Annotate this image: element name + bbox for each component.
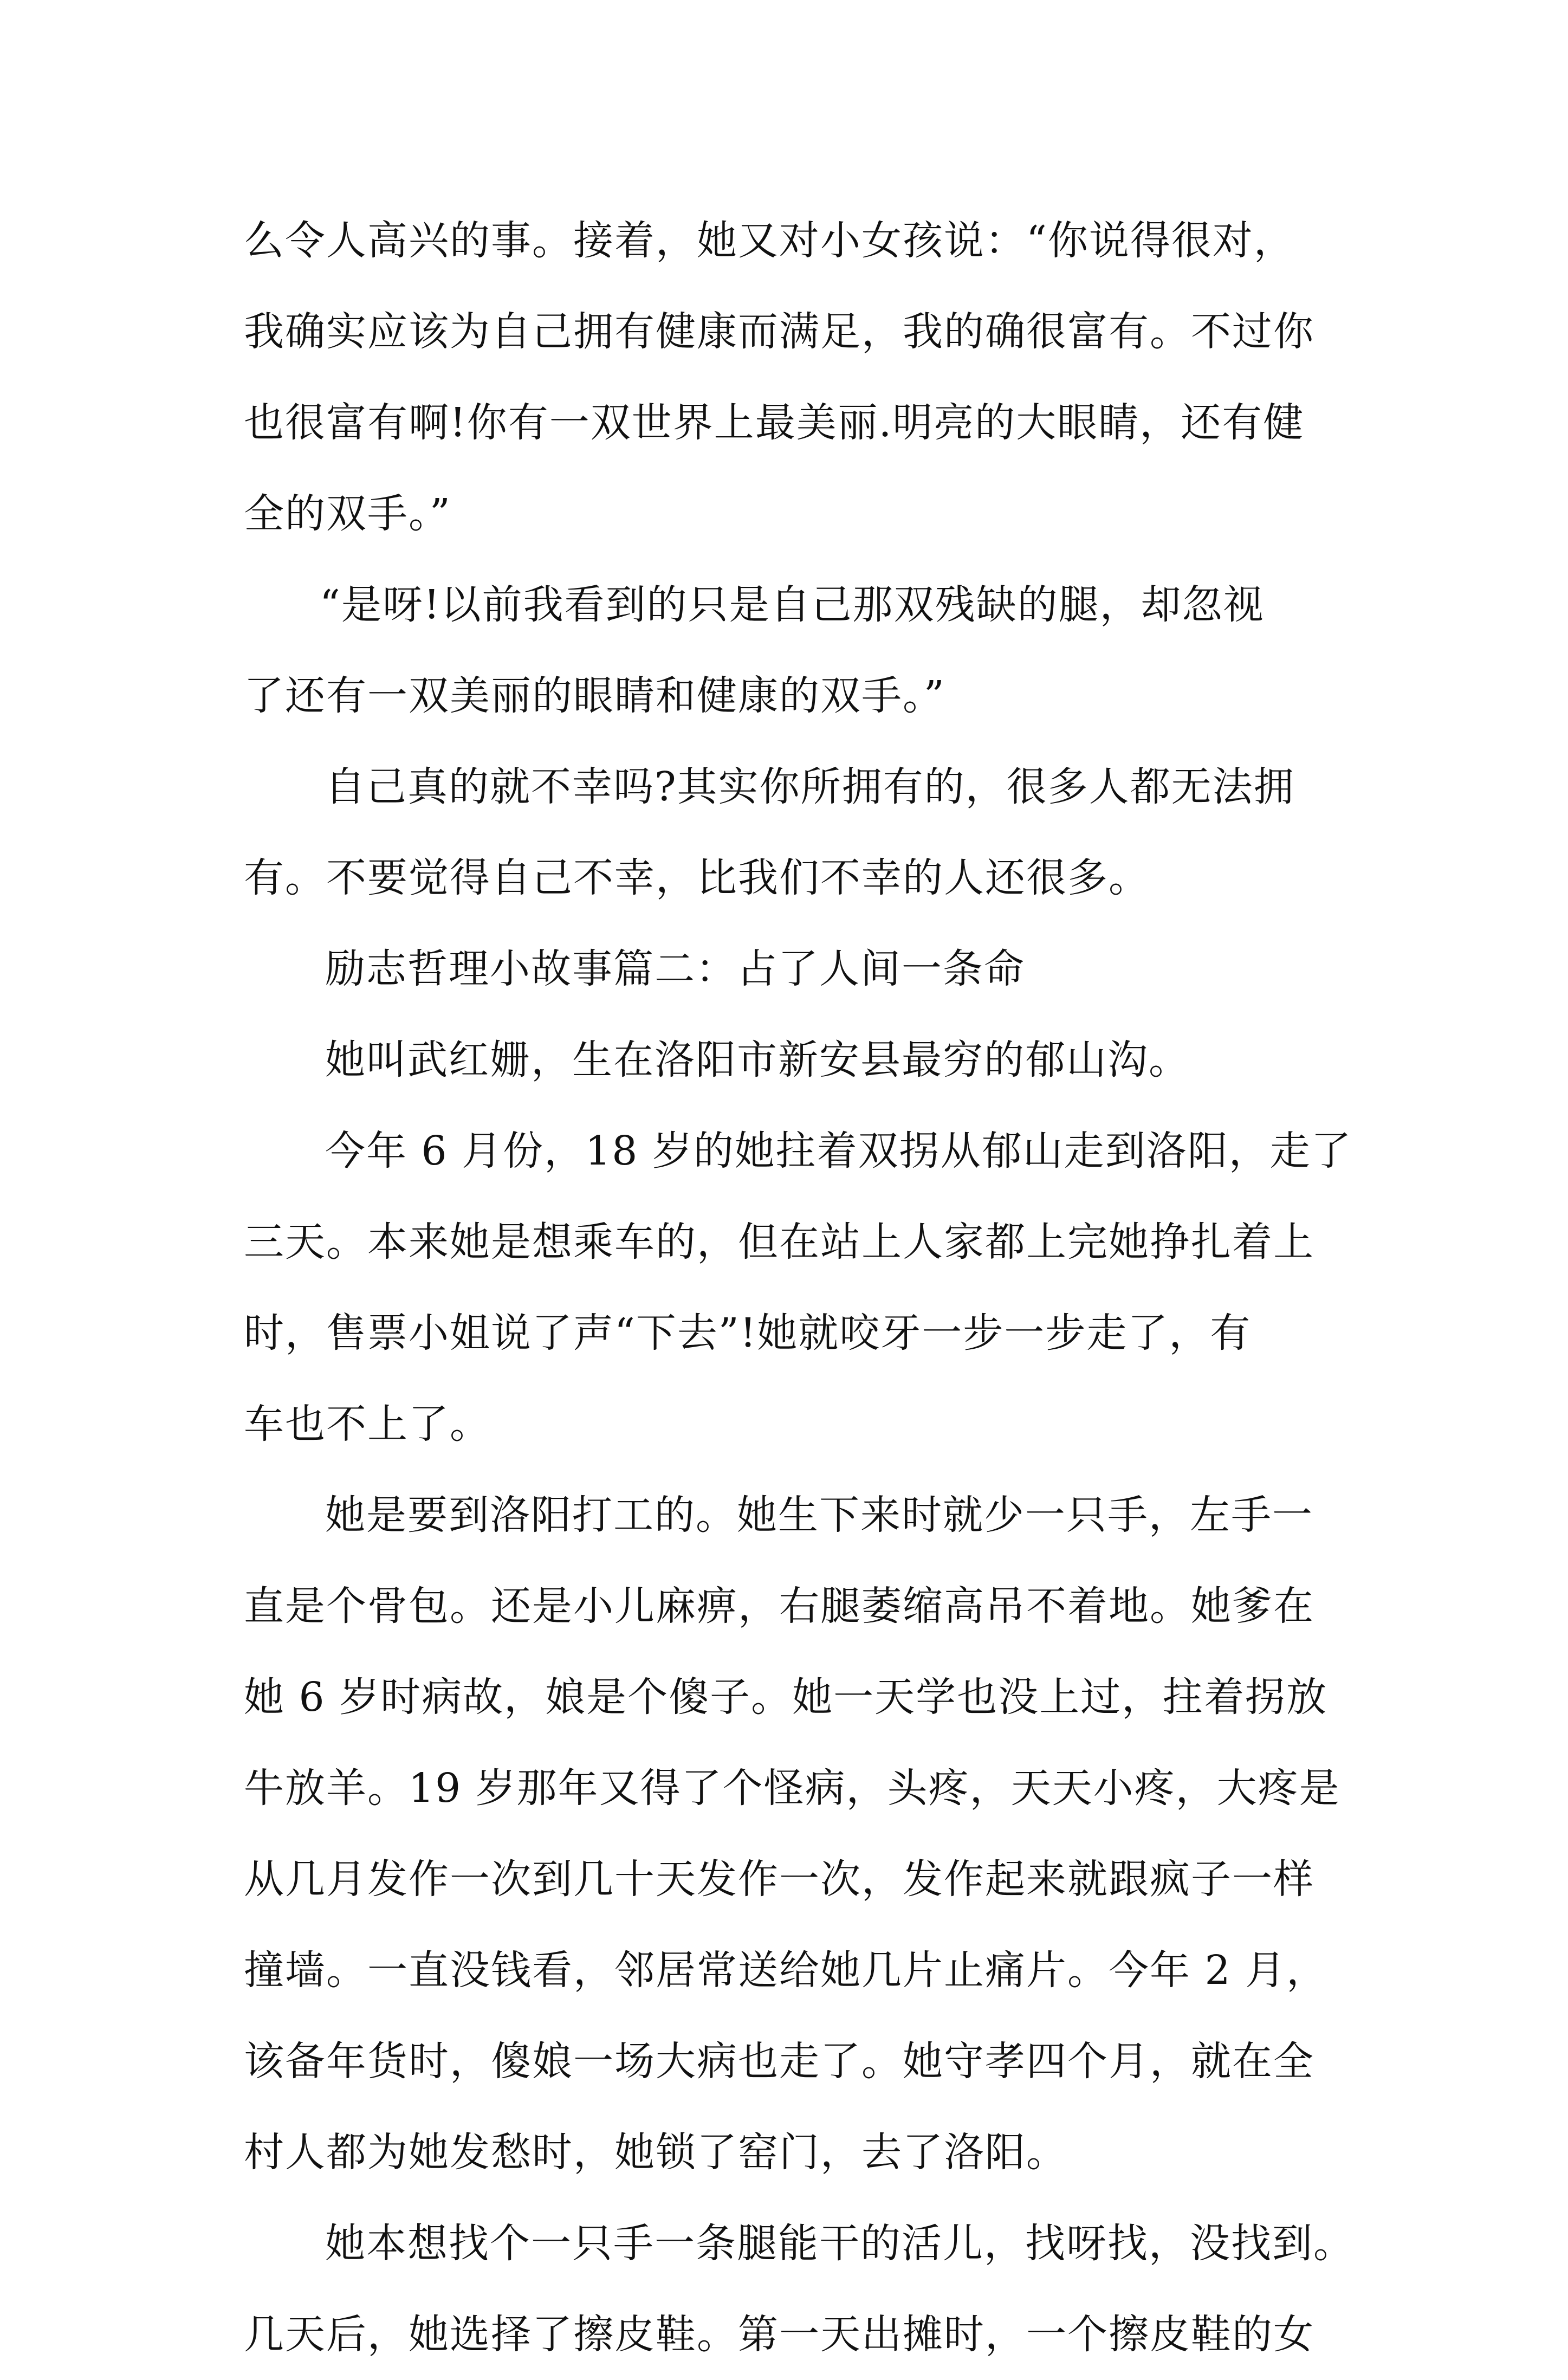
text-line: 自己真的就不幸吗?其实你所拥有的，很多人都无法拥 [325,764,1295,810]
text-line: 她本想找个一只手一条腿能干的活儿，找呀找，没找到。 [325,2220,1355,2267]
section-heading: 励志哲理小故事篇二：占了人间一条命 [325,946,1025,992]
text-line: 么令人高兴的事。接着，她又对小女孩说：“你说得很对， [244,217,1295,264]
text-line: 全的双手。” [244,490,451,537]
text-line: 有。不要觉得自己不幸，比我们不幸的人还很多。 [244,855,1150,901]
text-line: 了还有一双美丽的眼睛和健康的双手。” [244,672,945,719]
text-line: 撞墙。一直没钱看，邻居常送给她几片止痛片。今年 2 月， [244,1947,1328,1994]
text-line: 时，售票小姐说了声“下去”!她就咬牙一步一步走了，有 [244,1310,1252,1356]
text-line: 也很富有啊!你有一双世界上最美丽.明亮的大眼睛，还有健 [244,399,1305,446]
text-line: 车也不上了。 [244,1401,491,1447]
text-line: 几天后，她选择了擦皮鞋。第一天出摊时，一个擦皮鞋的女 [244,2311,1314,2358]
text-line: 牛放羊。19 岁那年又得了个怪病，头疼，天天小疼，大疼是 [244,1765,1340,1812]
text-line: 三天。本来她是想乘车的，但在站上人家都上完她挣扎着上 [244,1219,1314,1265]
text-line: 该备年货时，傻娘一场大病也走了。她守孝四个月，就在全 [244,2038,1314,2085]
text-line: “是呀!以前我看到的只是自己那双残缺的腿，却忽视 [320,581,1265,628]
text-line: 我确实应该为自己拥有健康而满足，我的确很富有。不过你 [244,308,1314,355]
text-line: 从几月发作一次到几十天发作一次，发作起来就跟疯子一样 [244,1856,1314,1903]
text-line: 今年 6 月份，18 岁的她拄着双拐从郁山走到洛阳，走了 [325,1128,1352,1174]
text-line: 直是个骨包。还是小儿麻痹，右腿萎缩高吊不着地。她爹在 [244,1583,1314,1629]
body-text [244,195,1355,2380]
text-line: 她 6 岁时病故，娘是个傻子。她一天学也没上过，拄着拐放 [244,1674,1328,1721]
text-line: 她是要到洛阳打工的。她生下来时就少一只手，左手一 [325,1492,1313,1538]
text-line: 村人都为她发愁时，她锁了窑门，去了洛阳。 [244,2129,1067,2176]
text-line: 她叫武红姗，生在洛阳市新安县最穷的郁山沟。 [325,1037,1190,1083]
